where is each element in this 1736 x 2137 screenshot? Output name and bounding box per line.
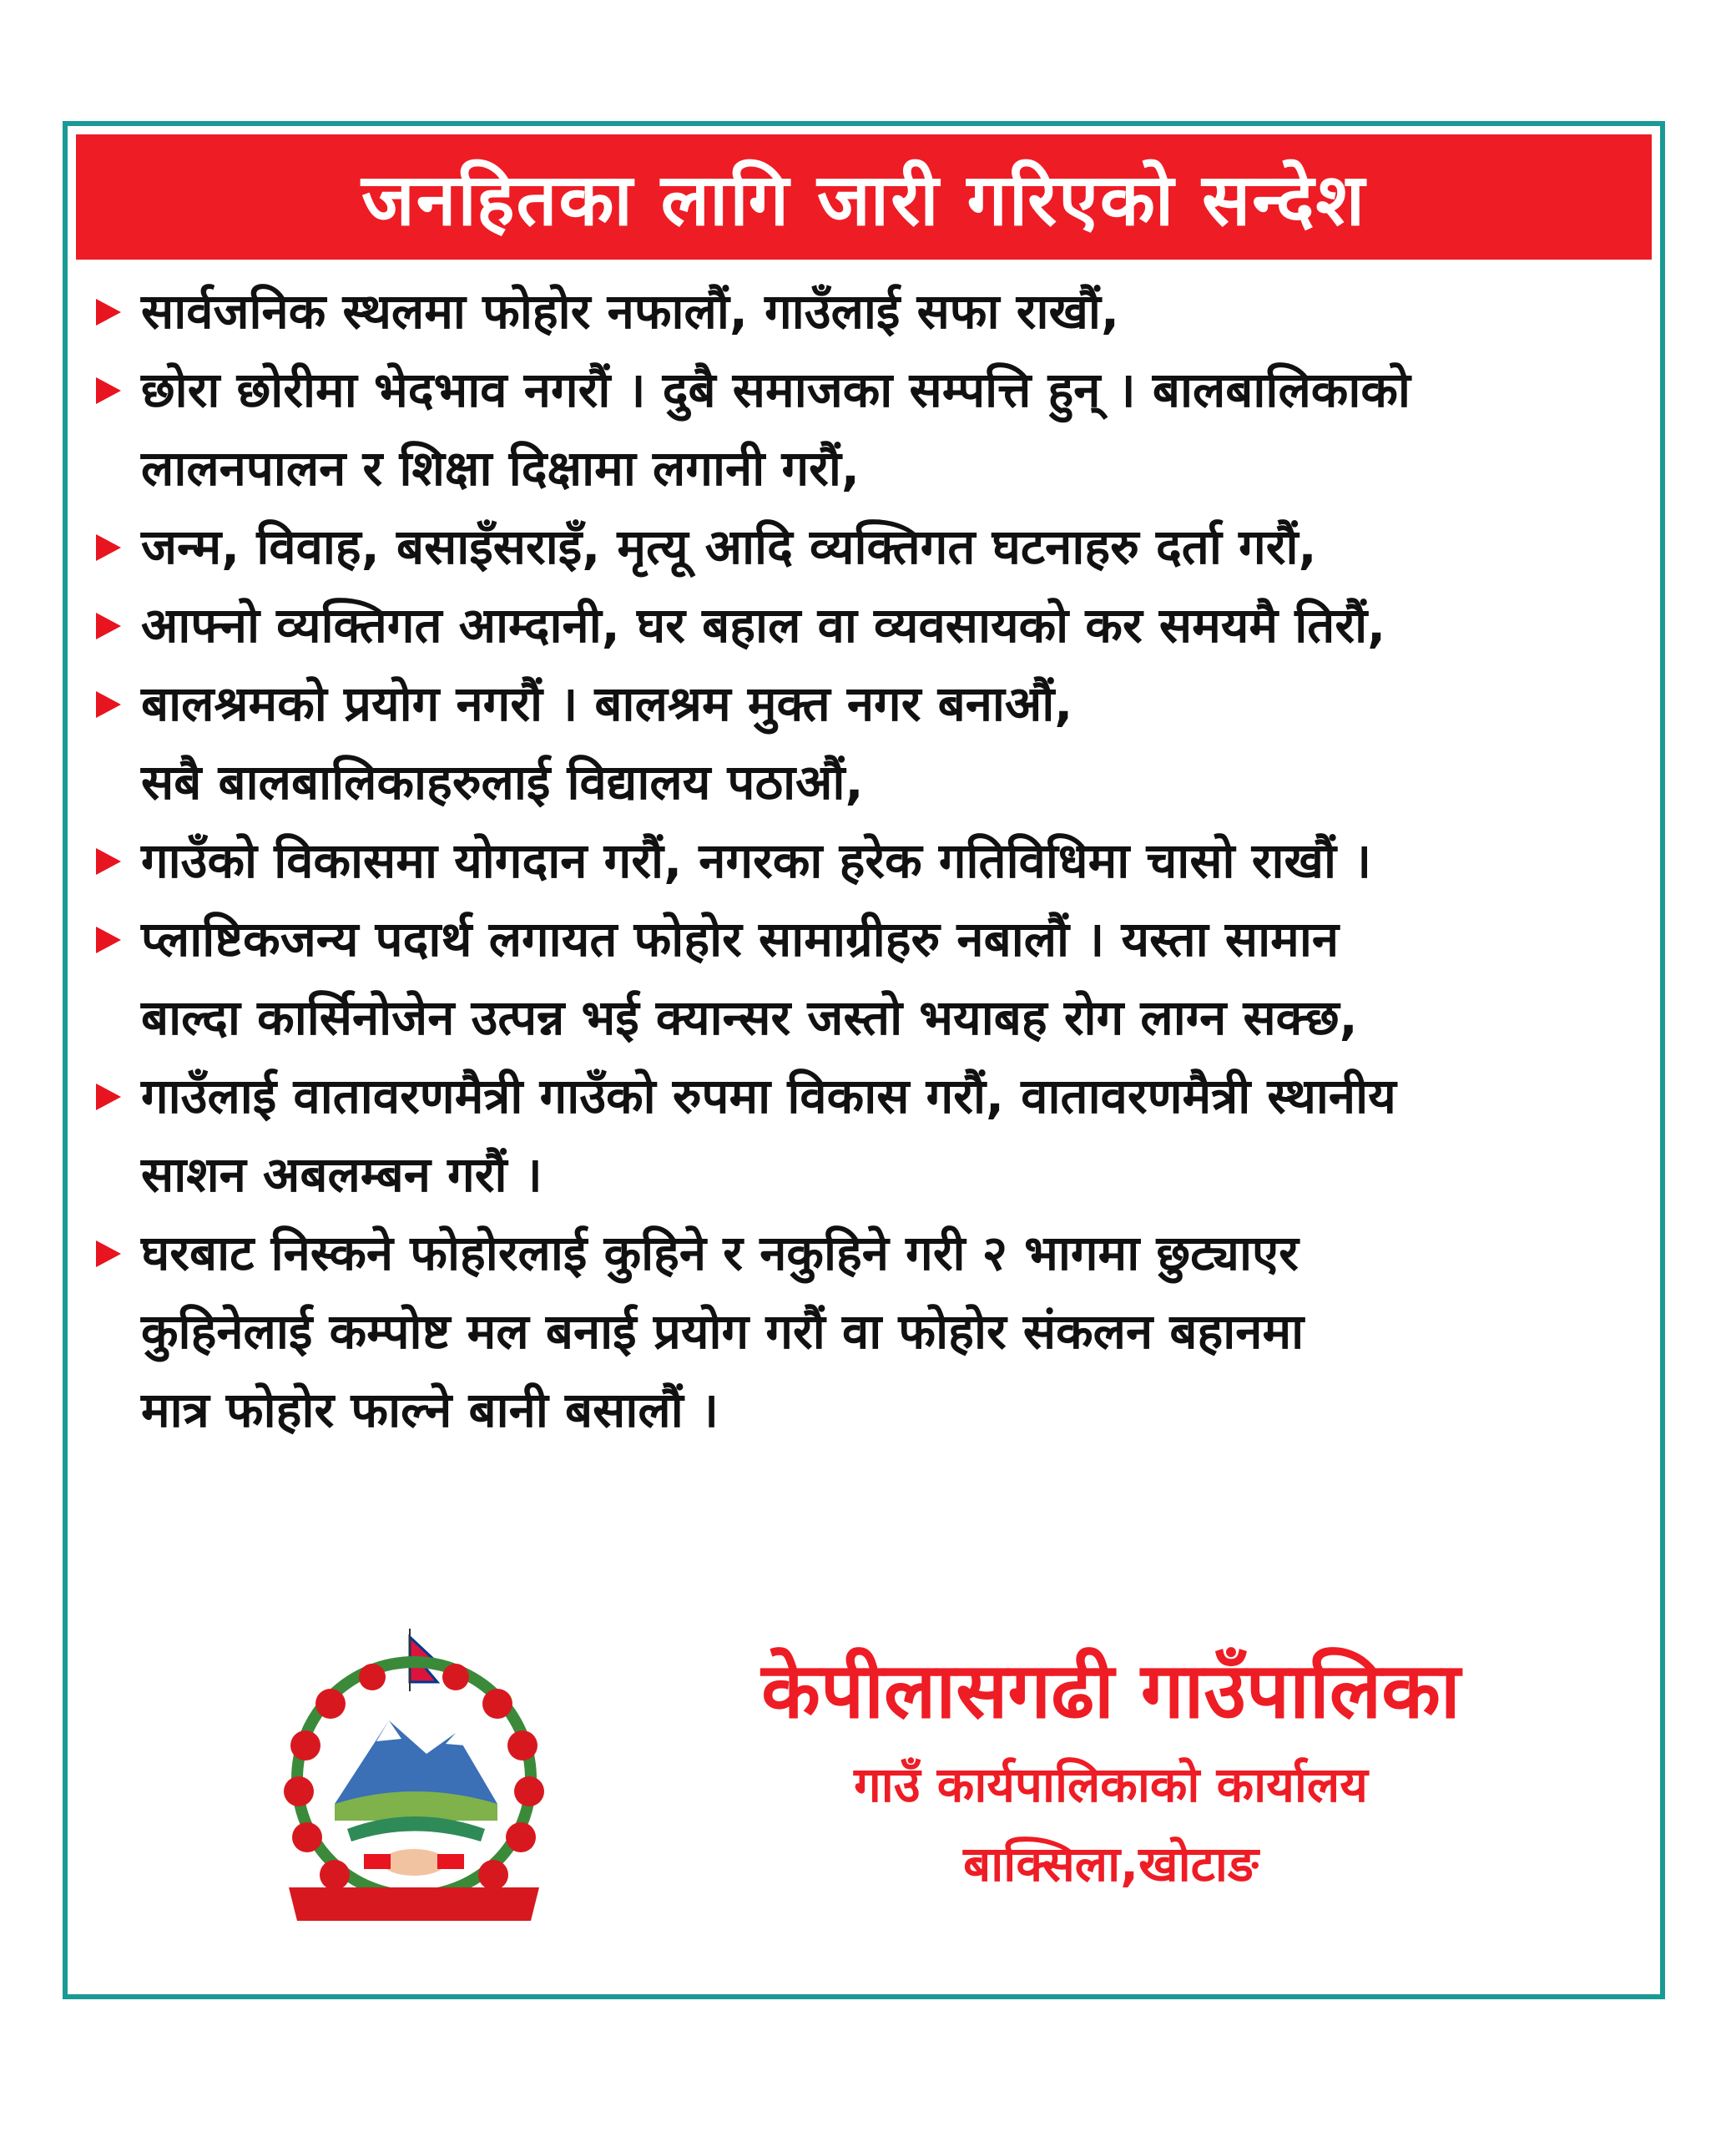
bullet-item: [84, 351, 1645, 508]
triangle-bullet-icon: [96, 848, 121, 875]
bullet-line: कुहिनेलाई कम्पोष्ट मल बनाई प्रयोग गरौं वा फोहोर संकलन बहानमा: [141, 1303, 1305, 1360]
bullet-line: आफ्नो व्यक्तिगत आम्दानी, घर बहाल वा व्यवसायको कर समयमै तिरौं,: [141, 597, 1386, 654]
triangle-bullet-icon: [96, 1084, 121, 1110]
bullet-item: [84, 664, 1645, 821]
office-name: गाउँ कार्यपालिकाको कार्यालय: [854, 1756, 1368, 1813]
bullet-list: [84, 272, 1645, 1449]
organization-name: केपीलासगढी गाउँपालिका: [761, 1646, 1461, 1735]
bullet-item: [84, 821, 1645, 900]
bullet-item: [84, 1214, 1645, 1449]
bullet-line: जन्म, विवाह, बसाइँसराइँ, मृत्यू आदि व्यक्तिगत घटनाहरु दर्ता गरौं,: [141, 518, 1317, 575]
bullet-item: [84, 272, 1645, 351]
bullet-line: प्लाष्टिकजन्य पदार्थ लगायत फोहोर सामाग्रीहरु नबालौं । यस्ता सामान: [141, 911, 1340, 967]
bullet-line: बाल्दा कार्सिनोजेन उत्पन्न भई क्यान्सर जस्तो भयाबह रोग लाग्न सक्छ,: [141, 989, 1358, 1046]
triangle-bullet-icon: [96, 1240, 121, 1267]
triangle-bullet-icon: [96, 299, 121, 326]
bullet-line: घरबाट निस्कने फोहोरलाई कुहिने र नकुहिने गरी २ भागमा छुट्याएर: [141, 1225, 1299, 1281]
triangle-bullet-icon: [96, 534, 121, 561]
office-address: बाक्सिला,खोटाङ: [963, 1836, 1259, 1892]
footer: [68, 1612, 1660, 1946]
notice-title: जनहितका लागि जारी गरिएको सन्देश: [76, 134, 1652, 260]
bullet-item: [84, 1057, 1645, 1214]
bullet-line: मात्र फोहोर फाल्ने बानी बसालौं ।: [141, 1382, 719, 1438]
bullet-item: [84, 508, 1645, 586]
bullet-line: सार्वजनिक स्थलमा फोहोर नफालौं, गाउँलाई सफा राखौं,: [141, 283, 1119, 340]
bullet-item: [84, 900, 1645, 1057]
bullet-line: बालश्रमको प्रयोग नगरौं । बालश्रम मुक्त नगर बनाऔं,: [141, 675, 1073, 732]
notice-frame: [63, 121, 1665, 1999]
bullet-line: साशन अबलम्बन गरौं ।: [141, 1146, 542, 1203]
triangle-bullet-icon: [96, 377, 121, 404]
triangle-bullet-icon: [96, 613, 121, 639]
mountain-icon: [335, 1720, 497, 1821]
triangle-bullet-icon: [96, 927, 121, 953]
triangle-bullet-icon: [96, 691, 121, 718]
organization-block: [618, 1637, 1603, 1904]
ribbon-icon: [289, 1887, 539, 1921]
bullet-line: छोरा छोरीमा भेदभाव नगरौं । दुबै समाजका सम्पत्ति हुन् । बालबालिकाको: [141, 361, 1410, 418]
bullet-line: लालनपालन र शिक्षा दिक्षामा लगानी गरौं,: [141, 440, 860, 497]
bullet-line: गाउँको विकासमा योगदान गरौं, नगरका हरेक गतिविधिमा चासो राखौं ।: [141, 832, 1372, 889]
handshake-icon: [364, 1849, 464, 1876]
bullet-line: गाउँलाई वातावरणमैत्री गाउँको रुपमा विकास गरौं, वातावरणमैत्री स्थानीय: [141, 1068, 1396, 1124]
nepal-emblem-icon: [255, 1612, 573, 1946]
bullet-item: [84, 586, 1645, 664]
bullet-line: सबै बालबालिकाहरुलाई विद्यालय पठाऔं,: [141, 754, 864, 811]
